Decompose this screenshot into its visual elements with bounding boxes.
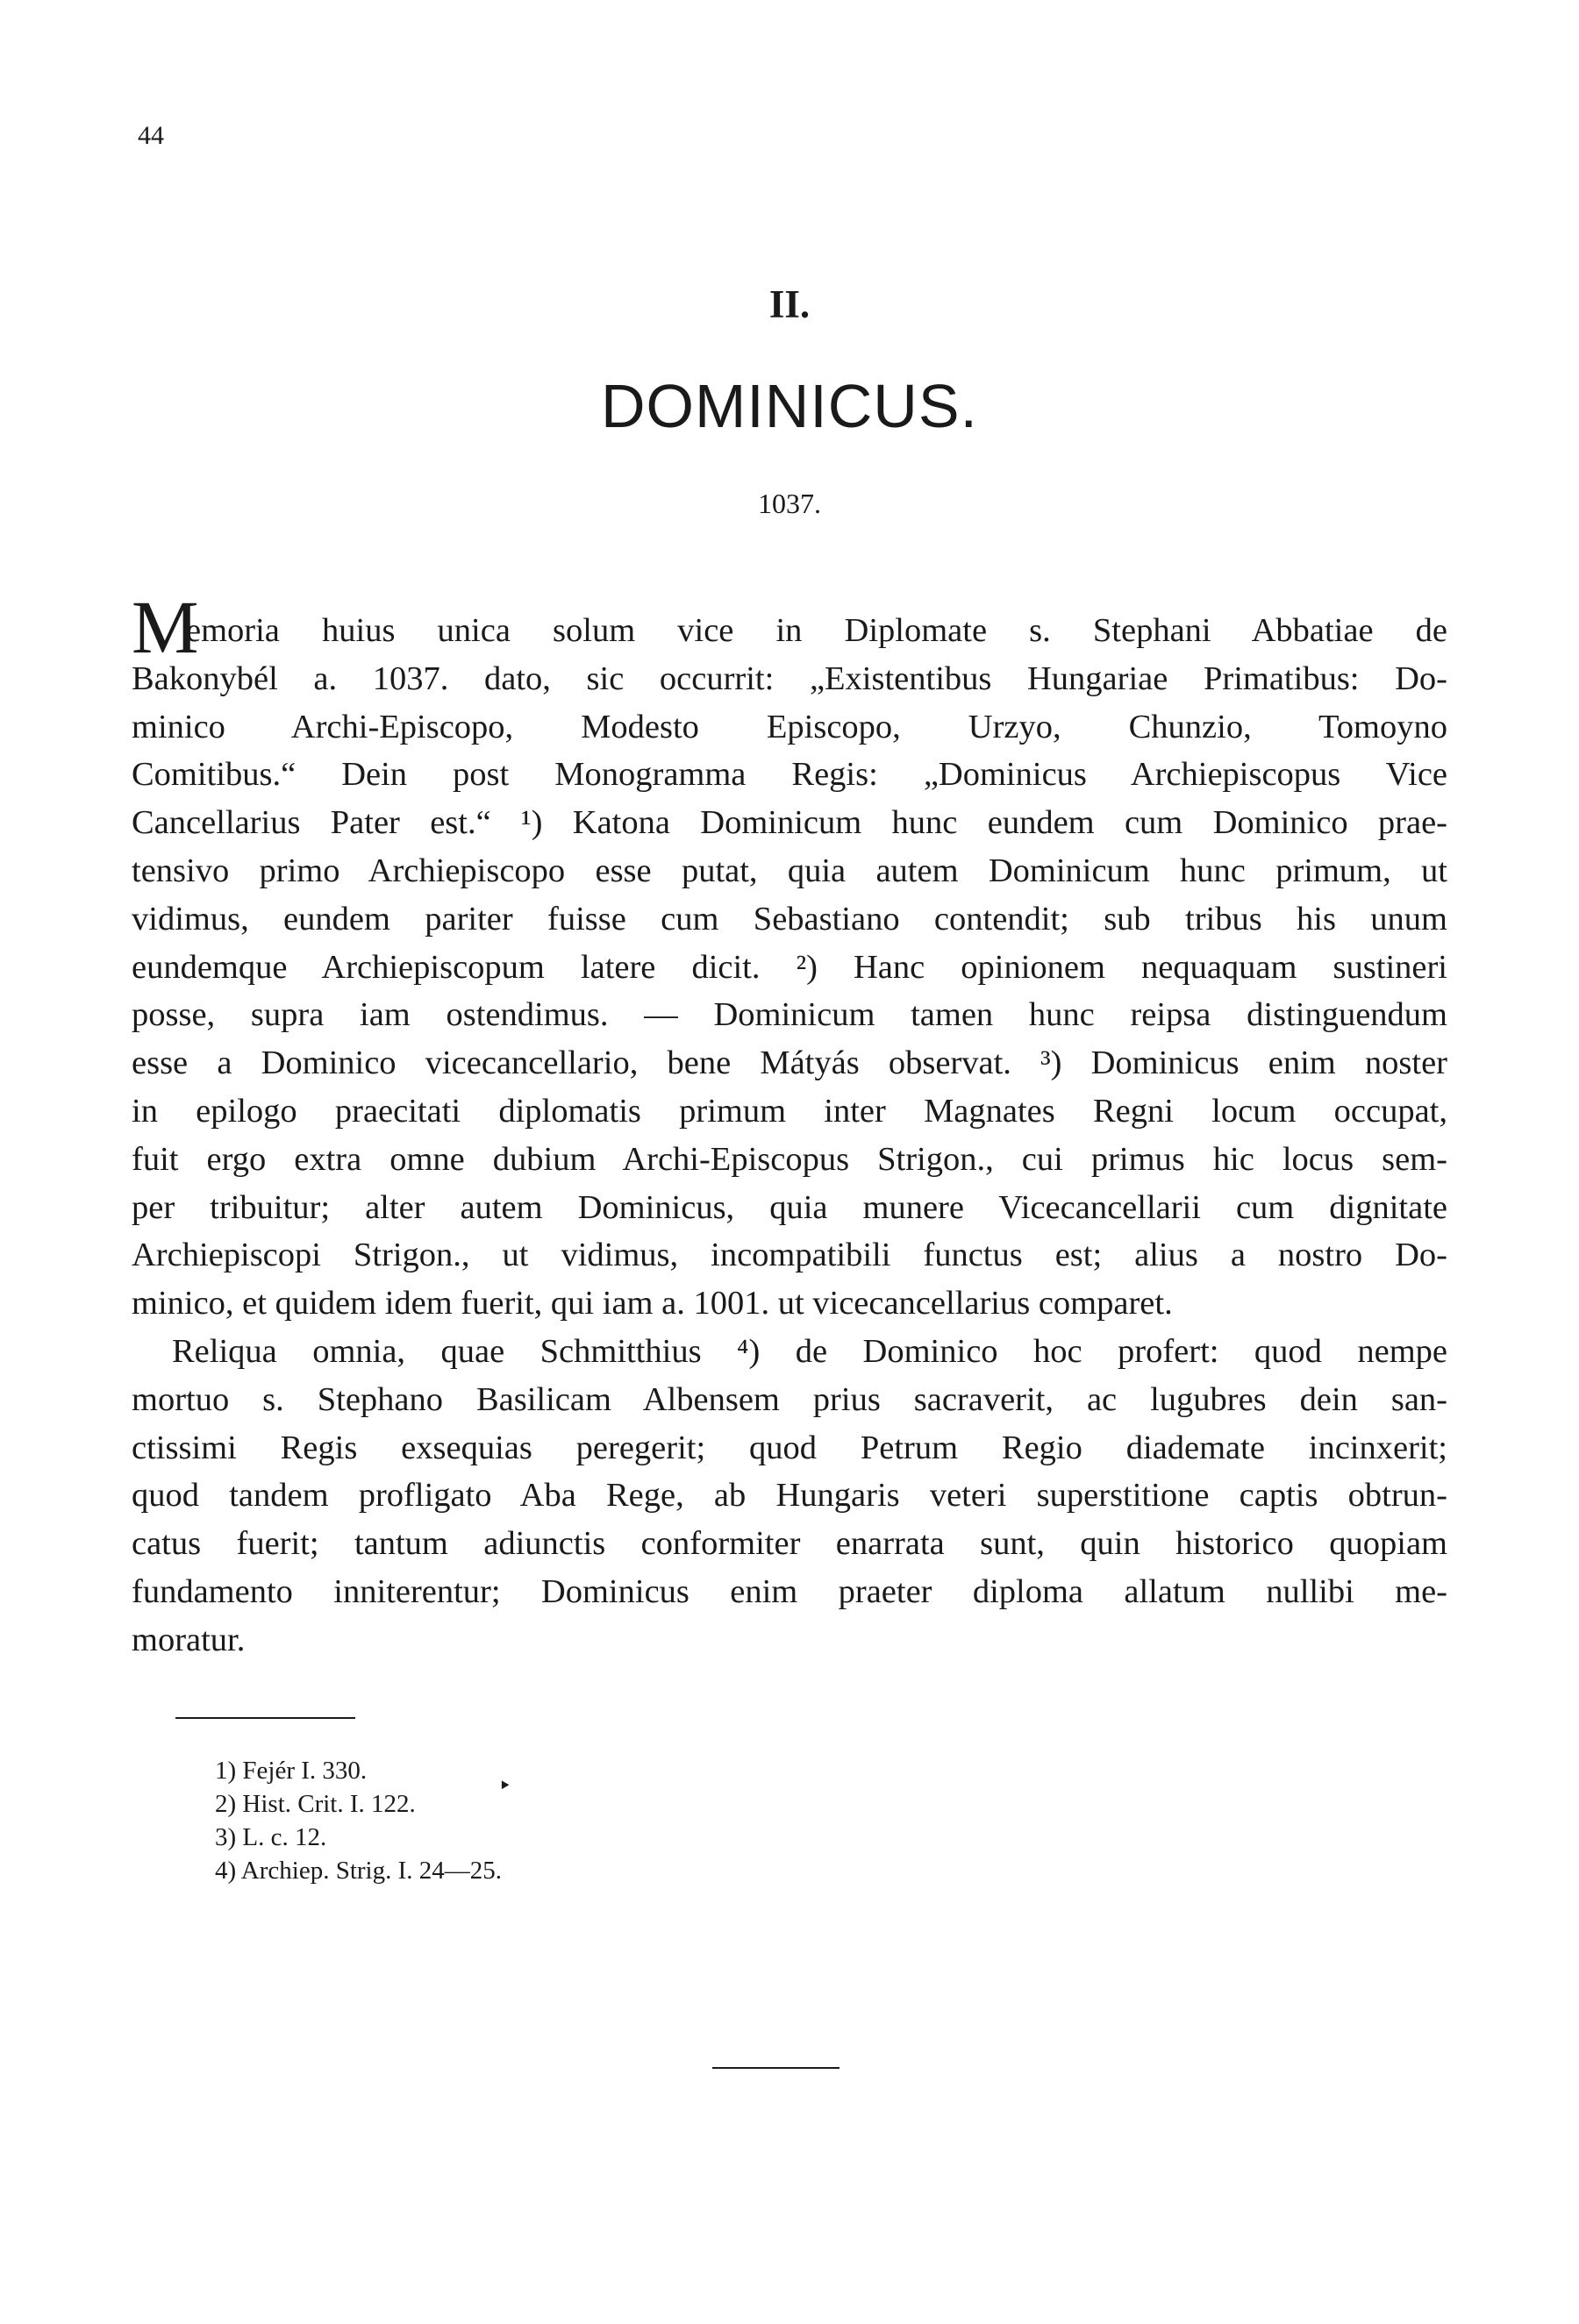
text-line: minico Archi-Episcopo, Modesto Episcopo, Urzyo, Chunzio, Tomoyno bbox=[132, 708, 1447, 745]
text-line: Reliqua omnia, quae Schmitthius ⁴) de Dominico hoc profert: quod nempe bbox=[172, 1332, 1447, 1370]
chapter-numeral: II. bbox=[768, 282, 811, 326]
footnote: 2) Hist. Crit. I. 122. bbox=[215, 1790, 416, 1818]
footnote: 3) L. c. 12. bbox=[215, 1823, 327, 1851]
chapter-year: 1037. bbox=[758, 488, 821, 519]
body-text bbox=[132, 585, 1447, 1665]
text-line: tensivo primo Archiepiscopo esse putat, quia autem Dominicum hunc primum, ut bbox=[132, 852, 1447, 889]
text-line: moratur. bbox=[132, 1621, 246, 1658]
drop-cap: M bbox=[132, 585, 199, 669]
chapter-title: DOMINICUS. bbox=[601, 372, 978, 440]
text-line: catus fuerit; tantum adiunctis conformiter enarrata sunt, quin historico quopiam bbox=[132, 1525, 1447, 1563]
text-line: quod tandem profligato Aba Rege, ab Hungaris veteri superstitione captis obtrun- bbox=[132, 1477, 1447, 1515]
text-line: eundemque Archiepiscopum latere dicit. ²) Hanc opinionem nequaquam sustineri bbox=[132, 948, 1447, 986]
text-line: fuit ergo extra omne dubium Archi-Episcopus Strigon., cui primus hic locus sem- bbox=[132, 1140, 1447, 1178]
footnote: 4) Archiep. Strig. I. 24—25. bbox=[215, 1857, 503, 1885]
ink-mark: ‣ bbox=[498, 1773, 512, 1799]
text-line: minico, et quidem idem fuerit, qui iam a. 1001. ut vicecancellarius comparet. bbox=[132, 1285, 1173, 1322]
text-line: mortuo s. Stephano Basilicam Albensem prius sacraverit, ac lugubres dein san- bbox=[132, 1380, 1447, 1418]
footnote: 1) Fejér I. 330. bbox=[215, 1757, 368, 1785]
text-line: emoria huius unica solum vice in Diplomate s. Stephani Abbatiae de bbox=[186, 612, 1447, 649]
text-line: ctissimi Regis exsequias peregerit; quod Petrum Regio diademate incinxerit; bbox=[132, 1429, 1447, 1466]
text-line: Bakonybél a. 1037. dato, sic occurrit: „Existentibus Hungariae Primatibus: Do- bbox=[132, 659, 1447, 697]
footnote-divider bbox=[175, 1717, 355, 1719]
text-line: Archiepiscopi Strigon., ut vidimus, incompatibili functus est; alius a nostro Do- bbox=[132, 1237, 1447, 1274]
text-line: esse a Dominico vicecancellario, bene Mátyás observat. ³) Dominicus enim noster bbox=[132, 1044, 1447, 1082]
end-divider bbox=[712, 2067, 840, 2069]
text-line: Comitibus.“ Dein post Monogramma Regis: „Dominicus Archiepiscopus Vice bbox=[132, 756, 1447, 794]
text-line: Cancellarius Pater est.“ ¹) Katona Dominicum hunc eundem cum Dominico prae- bbox=[132, 804, 1447, 842]
text-line: fundamento inniterentur; Dominicus enim praeter diploma allatum nullibi me- bbox=[132, 1572, 1447, 1610]
text-line: per tribuitur; alter autem Dominicus, quia munere Vicecancellarii cum dignitate bbox=[132, 1188, 1447, 1226]
text-line: posse, supra iam ostendimus. — Dominicum tamen hunc reipsa distinguendum bbox=[132, 996, 1447, 1034]
page-number: 44 bbox=[138, 121, 164, 150]
text-line: in epilogo praecitati diplomatis primum inter Magnates Regni locum occupat, bbox=[132, 1092, 1447, 1130]
text-line: vidimus, eundem pariter fuisse cum Sebastiano contendit; sub tribus his unum bbox=[132, 900, 1447, 937]
footnotes bbox=[215, 1754, 502, 1887]
